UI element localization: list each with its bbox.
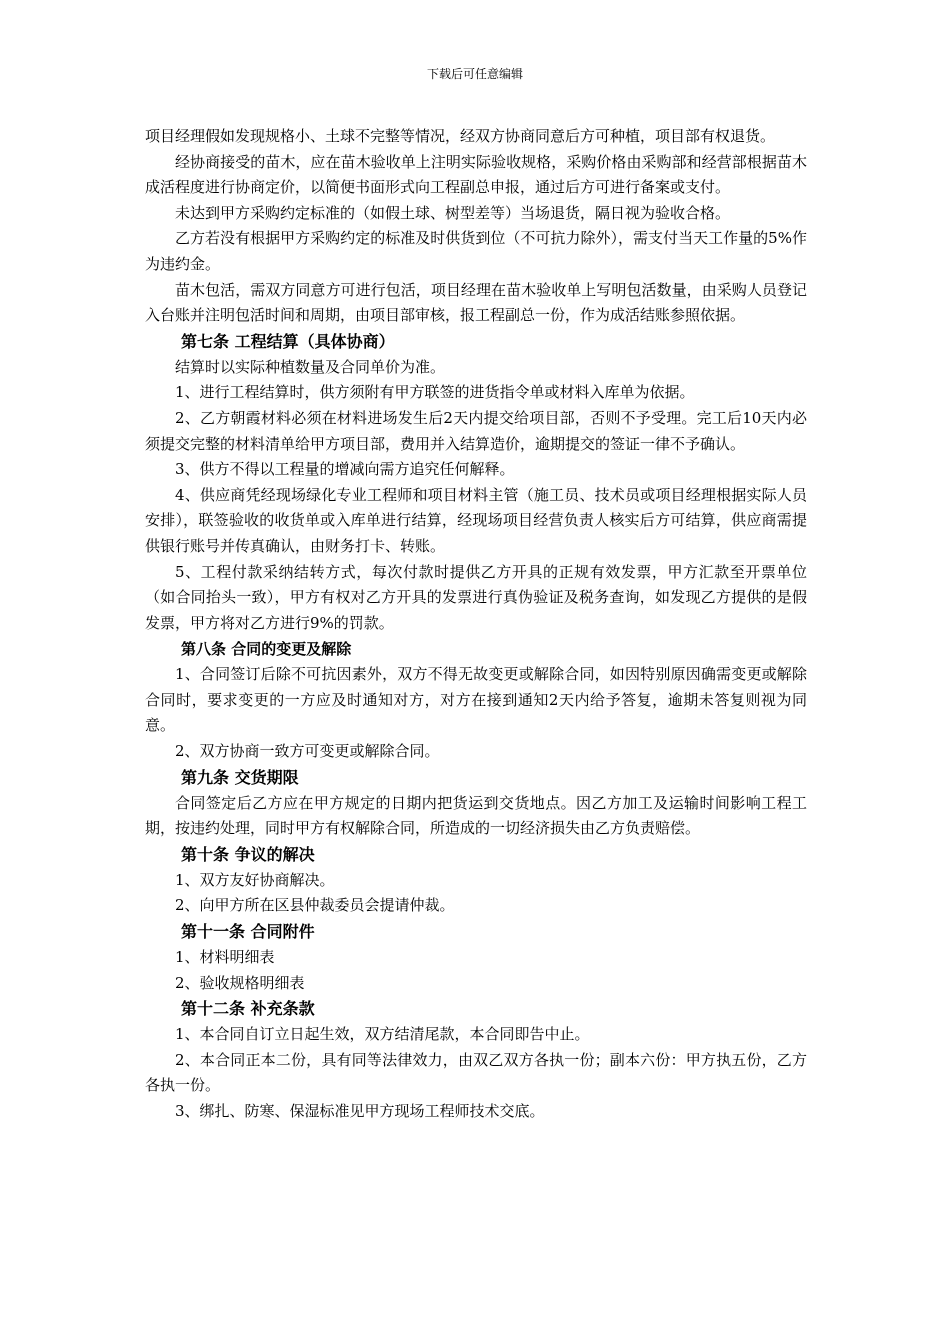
paragraph: 1、进行工程结算时，供方须附有甲方联签的进货指令单或材料入库单为依据。: [175, 383, 695, 402]
paragraph: 2、验收规格明细表: [175, 973, 305, 992]
section-heading: 第七条 工程结算（具体协商）: [181, 331, 395, 351]
section-heading: 第八条 合同的变更及解除: [181, 640, 352, 659]
paragraph: 1、双方友好协商解决。: [175, 870, 335, 889]
paragraph: 合同签定后乙方应在甲方规定的日期内把货运到交货地点。因乙方加工及运输时间影响工程工期，按违约处理，同时甲方有权解除合同，所造成的一切经济损失由乙方负责赔偿。: [145, 793, 807, 838]
document-body: [145, 124, 807, 1125]
section-heading: 第十二条 补充条款: [181, 999, 315, 1019]
paragraph: 未达到甲方采购约定标准的（如假土球、树型差等）当场退货，隔日视为验收合格。: [175, 203, 731, 222]
page-header: 下载后可任意编辑: [426, 67, 523, 81]
paragraph: 3、绑扎、防寒、保湿标准见甲方现场工程师技术交底。: [175, 1102, 545, 1120]
section-heading: 第十条 争议的解决: [181, 844, 315, 864]
paragraph: 5、工程付款采纳结转方式，每次付款时提供乙方开具的正规有效发票，甲方汇款至开票单位（如合同抬头一致），甲方有权对乙方开具的发票进行真伪验证及税务查询，如发现乙方提供的是假发票，甲方将对乙方进行9%的罚款。: [145, 562, 807, 632]
paragraph: 苗木包活，需双方同意方可进行包活，项目经理在苗木验收单上写明包活数量，由采购人员登记入台账并注明包活时间和周期，由项目部审核，报工程副总一份，作为成活结账参照依据。: [145, 280, 807, 325]
paragraph: 项目经理假如发现规格小、土球不完整等情况，经双方协商同意后方可种植，项目部有权退货。: [145, 127, 776, 145]
paragraph: 乙方若没有根据甲方采购约定的标准及时供货到位（不可抗力除外），需支付当天工作量的5%作为违约金。: [145, 229, 807, 273]
paragraph: 2、本合同正本二份，具有同等法律效力，由双乙双方各执一份；副本六份：甲方执五份，乙方各执一份。: [145, 1050, 807, 1095]
paragraph: 2、乙方朝霞材料必须在材料进场发生后2天内提交给项目部，否则不予受理。完工后10天内必须提交完整的材料清单给甲方项目部，费用并入结算造价，逾期提交的签证一律不予确认。: [145, 408, 807, 453]
paragraph: 4、供应商凭经现场绿化专业工程师和项目材料主管（施工员、技术员或项目经理根据实际人员安排），联签验收的收货单或入库单进行结算，经现场项目经营负责人核实后方可结算，供应商需提供银行账号并传真确认，由财务打卡、转账。: [145, 485, 807, 555]
paragraph: 3、供方不得以工程量的增减向需方追究任何解释。: [175, 460, 515, 479]
paragraph: 结算时以实际种植数量及合同单价为准。: [175, 357, 446, 376]
paragraph: 1、本合同自订立日起生效，双方结清尾款，本合同即告中止。: [175, 1025, 590, 1044]
section-heading: 第十一条 合同附件: [181, 922, 315, 942]
paragraph: 2、双方协商一致方可变更或解除合同。: [175, 742, 440, 761]
paragraph: 经协商接受的苗木，应在苗木验收单上注明实际验收规格，采购价格由采购部和经营部根据苗木成活程度进行协商定价，以简便书面形式向工程副总申报，通过后方可进行备案或支付。: [145, 152, 807, 197]
section-heading: 第九条 交货期限: [181, 767, 299, 787]
paragraph: 1、合同签订后除不可抗因素外，双方不得无故变更或解除合同，如因特别原因确需变更或解除合同时，要求变更的一方应及时通知对方，对方在接到通知2天内给予答复，逾期未答复则视为同意。: [145, 665, 807, 735]
paragraph: 1、材料明细表: [175, 948, 275, 967]
paragraph: 2、向甲方所在区县仲裁委员会提请仲裁。: [175, 896, 455, 915]
